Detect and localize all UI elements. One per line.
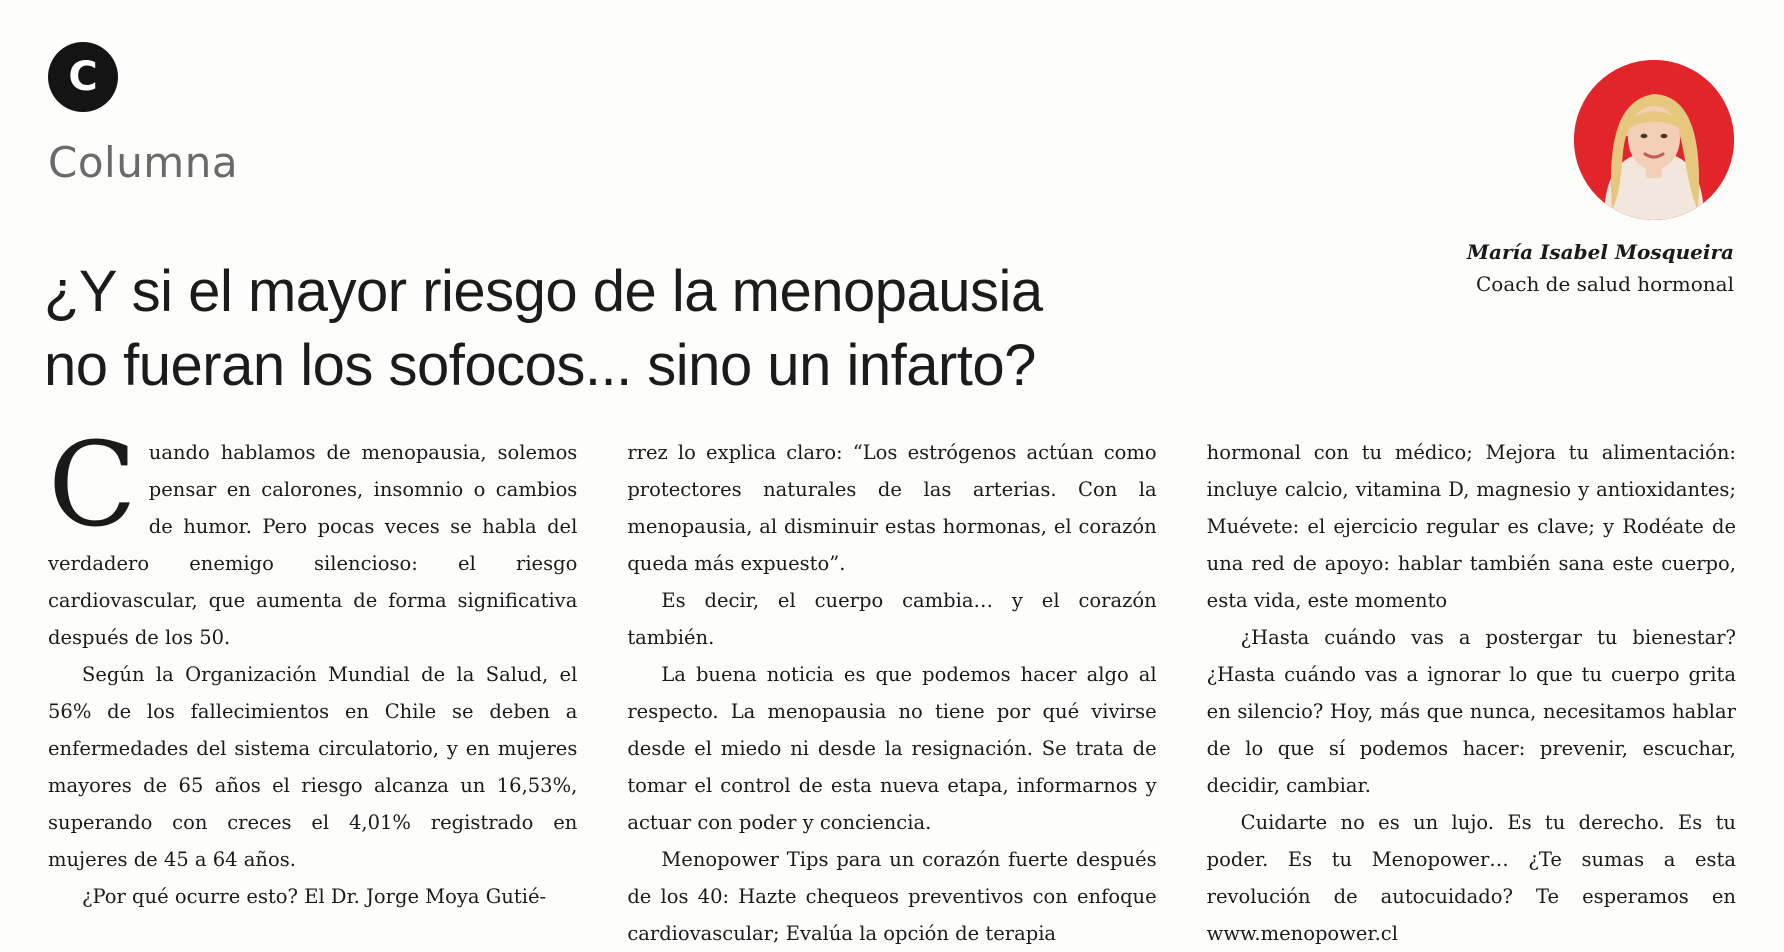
section-label: Columna xyxy=(48,138,239,187)
headline-line-2: no fueran los sofocos... sino un infarto? xyxy=(44,333,1036,398)
paragraph xyxy=(48,418,578,656)
article-column-3 xyxy=(1206,434,1736,945)
byline xyxy=(1467,236,1734,300)
paragraph: Según la Organización Mundial de la Salud, el 56% de los fallecimientos en Chile se deben a enfermedades del sistema circulatorio, y en mujeres mayores de 65 años el riesgo alcanza un 16,53%, superando con creces el 4,01% registrado en mujeres de 45 a 64 años. xyxy=(48,663,578,871)
article-column-2 xyxy=(627,434,1157,945)
paragraph: Cuidarte no es un lujo. Es tu derecho. Es tu poder. Es tu Menopower… ¿Te sumas a esta revolución de autocuidado? Te esperamos en www.menopower.cl xyxy=(1206,811,1736,945)
paragraph: hormonal con tu médico; Mejora tu alimentación: incluye calcio, vitamina D, magnesio y antioxidantes; Muévete: el ejercicio regular es clave; y Rodéate de una red de apoyo: hablar también sana este cuerpo, esta vida, este momento xyxy=(1206,441,1736,612)
paragraph: Es decir, el cuerpo cambia… y el corazón también. xyxy=(627,589,1157,649)
paragraph-text: uando hablamos de menopausia, solemos pensar en calorones, insomnio o cambios de humor. Pero pocas veces se habla del verdadero enemigo silencioso: el riesgo cardiovascular, que aumenta de forma significativa después de los 50. xyxy=(48,441,578,649)
paragraph: Menopower Tips para un corazón fuerte después de los 40: Hazte chequeos preventivos con enfoque cardiovascular; Evalúa la opción de terapia xyxy=(627,848,1157,945)
headline xyxy=(44,255,1324,403)
author-name: María Isabel Mosqueira xyxy=(1466,240,1734,264)
headline-line-1: ¿Y si el mayor riesgo de la menopausia xyxy=(44,259,1043,324)
author-photo xyxy=(1574,60,1734,220)
article-body xyxy=(48,418,1736,945)
author-role: Coach de salud hormonal xyxy=(1475,272,1734,296)
paragraph: La buena noticia es que podemos hacer algo al respecto. La menopausia no tiene por qué vivirse desde el miedo ni desde la resignación. Se trata de tomar el control de esta nueva etapa, informarnos y actuar con poder y conciencia. xyxy=(627,663,1157,834)
article-column-1 xyxy=(48,418,578,908)
author-portrait-icon xyxy=(1574,60,1734,220)
drop-cap: C xyxy=(48,418,137,553)
paragraph: rrez lo explica claro: “Los estrógenos actúan como protectores naturales de las arterias. Con la menopausia, al disminuir estas hormonas, el corazón queda más expuesto”. xyxy=(627,441,1157,575)
section-badge: C xyxy=(48,42,118,112)
paragraph: ¿Hasta cuándo vas a postergar tu bienestar? ¿Hasta cuándo vas a ignorar lo que tu cuerpo grita en silencio? Hoy, más que nunca, necesitamos hablar de lo que sí podemos hacer: prevenir, escuchar, decidir, cambiar. xyxy=(1206,626,1736,797)
paragraph: ¿Por qué ocurre esto? El Dr. Jorge Moya Gutié- xyxy=(82,885,547,908)
